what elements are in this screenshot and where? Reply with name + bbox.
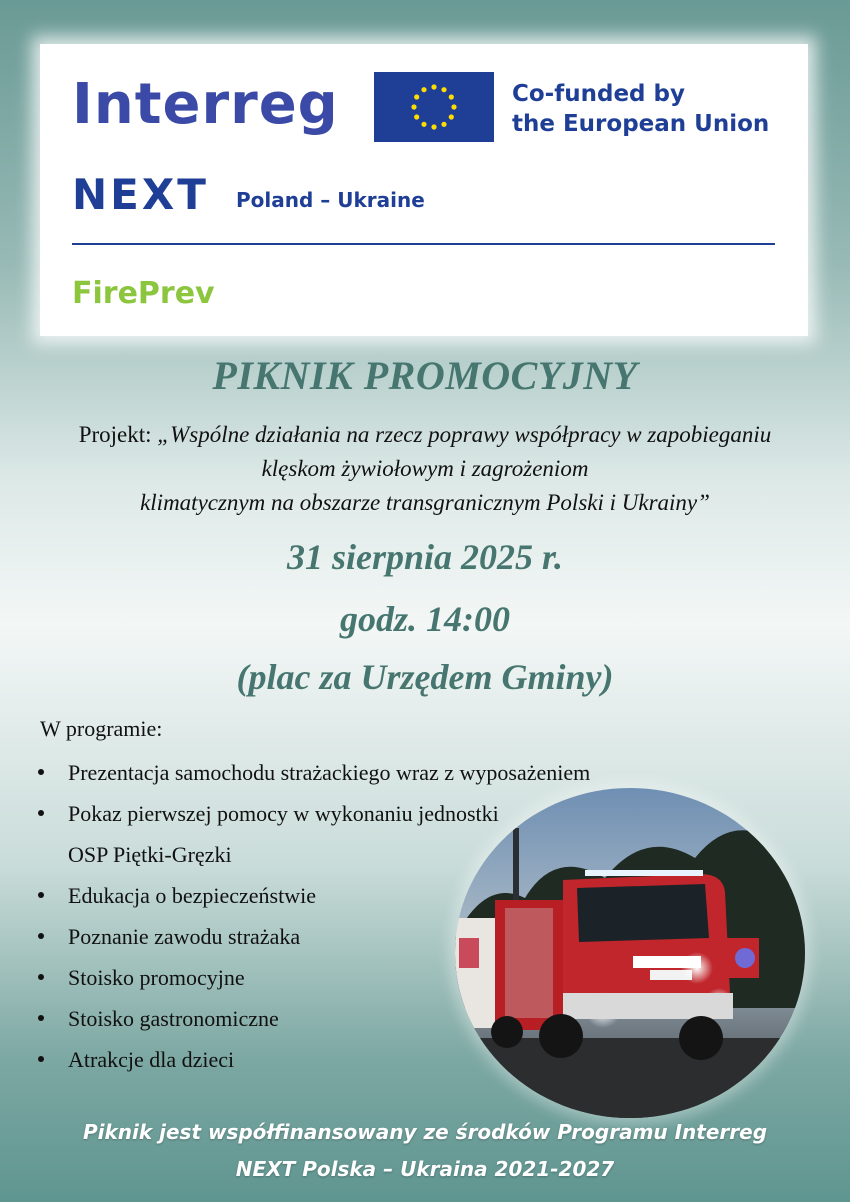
program-heading: W programie: (40, 716, 163, 741)
footer-line-1: Piknik jest współfinansowany ze środków Programu Interreg (82, 1120, 768, 1144)
bullet-icon (38, 1056, 44, 1062)
header-divider (72, 243, 775, 245)
event-time: godz. 14:00 (340, 599, 510, 639)
footer-line-2: NEXT Polska – Ukraina 2021-2027 (235, 1157, 615, 1181)
bullet-icon (38, 1015, 44, 1021)
list-item-text: Poznanie zawodu strażaka (68, 924, 301, 949)
bullet-icon (38, 933, 44, 939)
event-date: 31 sierpnia 2025 r. (286, 537, 564, 577)
list-item (34, 752, 590, 793)
eu-stars-icon (374, 72, 494, 142)
cofunded-line-1: Co-funded by (512, 81, 685, 107)
bullet-icon (38, 892, 44, 898)
project-acronym: FirePrev (72, 276, 215, 311)
project-line-1 (20, 418, 830, 452)
next-logo: NEXT (72, 170, 209, 219)
project-label: Projekt: (78, 422, 152, 447)
event-title: PIKNIK PROMOCYJNY (212, 353, 638, 398)
fire-truck-photo (455, 788, 805, 1118)
list-item (34, 793, 590, 834)
project-description (20, 418, 830, 520)
list-item-text: Stoisko promocyjne (68, 965, 245, 990)
fire-truck-icon (455, 788, 805, 1118)
project-name-part-1: „Wspólne działania na rzecz poprawy współpracy w zapobieganiu (157, 422, 772, 447)
logo-panel (40, 44, 808, 336)
event-place: (plac za Urzędem Gminy) (236, 657, 614, 697)
bullet-icon (38, 810, 44, 816)
cofunded-text (512, 79, 769, 139)
list-item-text: Prezentacja samochodu strażackiego wraz z wyposażeniem (68, 760, 591, 785)
cofunded-line-2: the European Union (512, 111, 770, 137)
bullet-icon (38, 974, 44, 980)
bullet-icon (38, 769, 44, 775)
list-item-text: Edukacja o bezpieczeństwie (68, 883, 316, 908)
footer-note (0, 1114, 850, 1188)
list-item-text: Atrakcje dla dzieci (68, 1047, 235, 1072)
project-name-part-2: klęskom żywiołowym i zagrożeniom (261, 456, 589, 481)
list-item-text: Pokaz pierwszej pomocy w wykonaniu jednostki (68, 801, 499, 826)
project-name-part-3: klimatycznym na obszarze transgranicznym Polski i Ukrainy” (140, 490, 710, 515)
list-item-text: OSP Piętki-Gręzki (68, 842, 232, 867)
list-item-text: Stoisko gastronomiczne (68, 1006, 279, 1031)
eu-flag-icon (374, 72, 494, 142)
interreg-logo: Interreg (72, 72, 339, 137)
programme-region: Poland – Ukraine (236, 188, 425, 212)
